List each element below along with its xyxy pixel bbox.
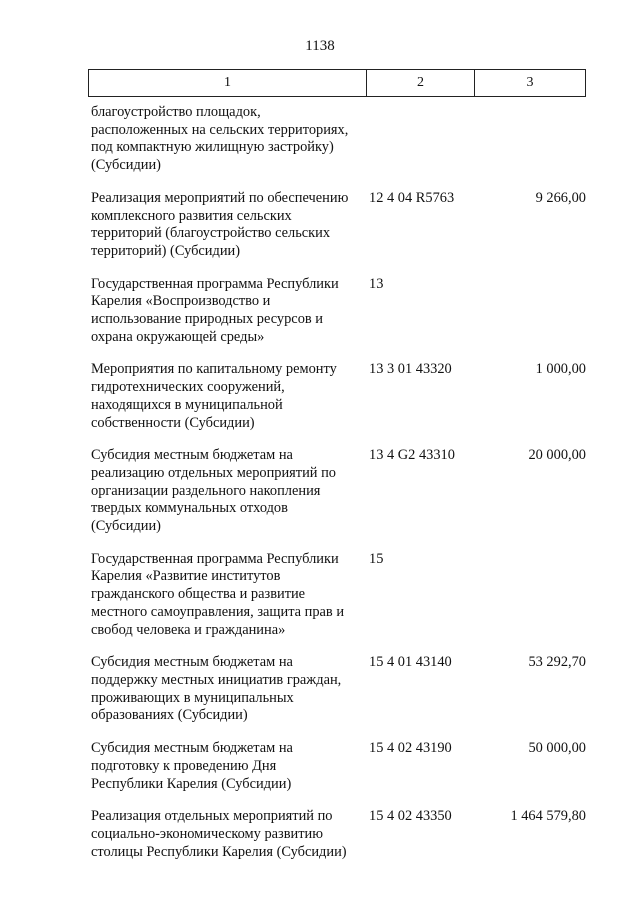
page-number: 1138 — [305, 38, 335, 54]
table-header — [88, 69, 586, 97]
row-name: Субсидия местным бюджетам на подготовку к проведению Дня Республики Карелия (Субсидии) — [91, 740, 293, 792]
row-amount — [477, 551, 586, 640]
table-row — [91, 104, 586, 175]
row-code: 12 4 04 R5763 — [369, 189, 455, 206]
row-name: благоустройство площадок, расположенных на сельских территориях, под компактную жилищную застройку) (Субсидии) — [91, 104, 349, 174]
row-code: 15 4 01 43140 — [369, 654, 452, 671]
row-name: Мероприятия по капитальному ремонту гидротехнических сооружений, находящихся в муниципальной собственности (Субсидии) — [91, 361, 337, 431]
row-code — [367, 104, 477, 175]
row-code: 13 3 01 43320 — [369, 361, 452, 378]
row-amount — [477, 276, 586, 347]
table-row — [91, 654, 586, 725]
row-amount: 9 266,00 — [535, 189, 586, 206]
row-amount: 1 464 579,80 — [510, 808, 586, 825]
row-code: 15 4 02 43350 — [369, 808, 452, 825]
table-body — [91, 104, 586, 876]
table-row — [91, 808, 586, 861]
header-col-1: 1 — [89, 70, 367, 96]
row-amount — [477, 104, 586, 175]
row-name: Субсидия местным бюджетам на поддержку местных инициатив граждан, проживающих в муниципальных образованиях (Субсидии) — [91, 654, 342, 724]
table-row — [91, 447, 586, 536]
header-col-3: 3 — [526, 75, 534, 90]
header-col-2: 2 — [367, 70, 475, 96]
table-row — [91, 276, 586, 347]
row-name: Субсидия местным бюджетам на реализацию отдельных мероприятий по организации раздельного накопления твердых коммунальных отходов (Субсидии) — [91, 447, 336, 535]
row-name: Реализация мероприятий по обеспечению комплексного развития сельских территорий (благоустройство сельских территорий) (Субсидии) — [91, 189, 349, 259]
table-row — [91, 740, 586, 793]
row-code: 13 — [369, 275, 384, 292]
row-amount: 53 292,70 — [528, 654, 586, 671]
row-name: Государственная программа Республики Карелия «Развитие институтов гражданского общества и развитие местного самоуправления, защита прав и свобод человека и гражданина» — [91, 550, 345, 638]
row-amount: 20 000,00 — [528, 447, 586, 464]
row-name: Реализация отдельных мероприятий по социально-экономическому развитию столицы Республики Карелия (Субсидии) — [91, 808, 347, 860]
row-code: 13 4 G2 43310 — [369, 447, 455, 464]
table-row — [91, 551, 586, 640]
table-row — [91, 361, 586, 432]
row-amount: 50 000,00 — [528, 740, 586, 757]
table-row — [91, 190, 586, 261]
row-name: Государственная программа Республики Карелия «Воспроизводство и использование природных ресурсов и охрана окружающей среды» — [91, 275, 339, 345]
row-code: 15 — [369, 550, 384, 567]
row-code: 15 4 02 43190 — [369, 740, 452, 757]
row-amount: 1 000,00 — [535, 361, 586, 378]
